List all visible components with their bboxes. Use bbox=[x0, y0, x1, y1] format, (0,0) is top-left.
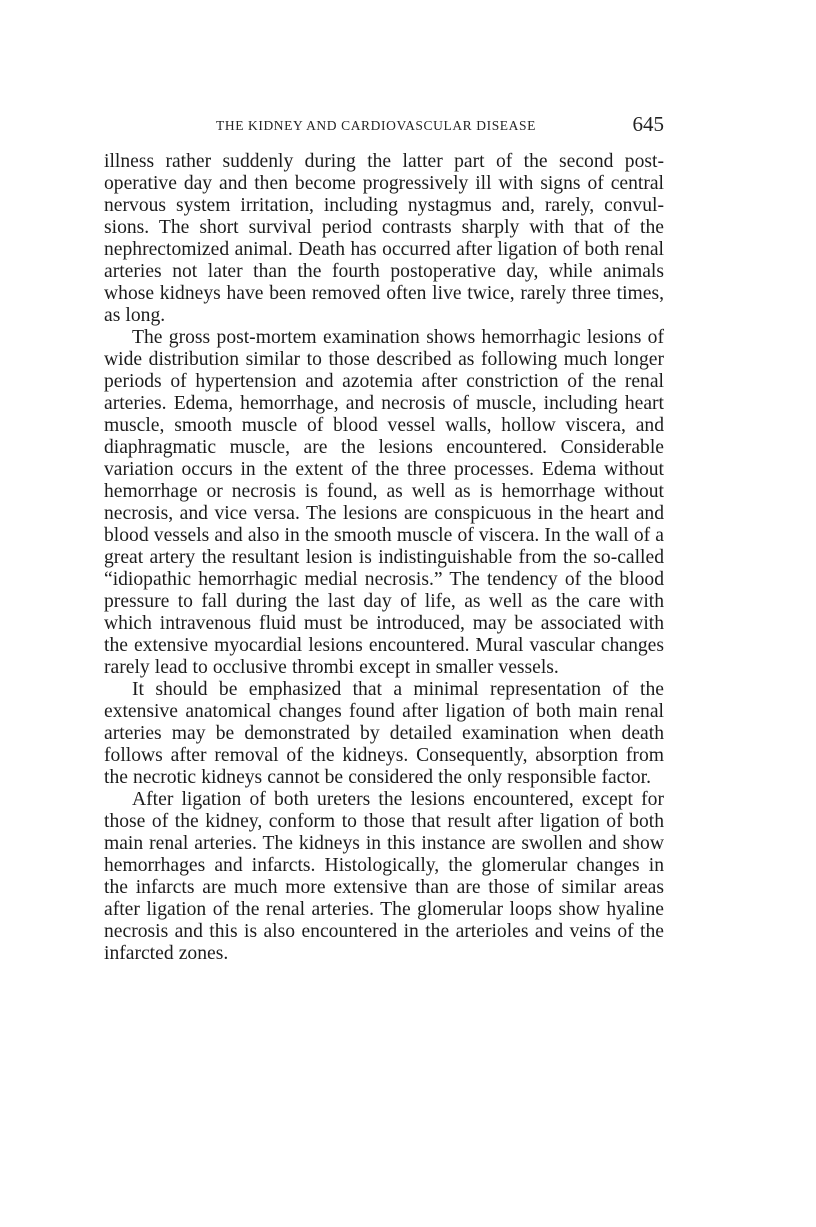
paragraph-ureters: After ligation of both ureters the lesions encountered, except for those of the kidney, conform to those that result after ligation of both main renal arteries. The kidneys in this instance are swollen and show hemorrhages and infarcts. Histologically, the glomerular changes in the infarcts are much more extensive than are those of similar areas after ligation of the renal arteries. The glomerular loops show hyaline necrosis and this is also encountered in the arterioles and veins of the infarcted zones. bbox=[104, 789, 664, 964]
running-head bbox=[104, 112, 668, 140]
body-text bbox=[104, 151, 664, 965]
paragraph-continued: illness rather suddenly during the latter part of the second postoperative day and then become progressively ill with signs of central nervous system irritation, including nystagmus and, rarely, convulsions. The short survival period contrasts sharply with that of the nephrectomized animal. Death has occurred after ligation of both renal arteries not later than the fourth postoperative day, while animals whose kidneys have been removed often live twice, rarely three times, as long. bbox=[104, 151, 664, 326]
page-number: 645 bbox=[632, 112, 664, 136]
paragraph-postmortem: The gross post-mortem examination shows hemorrhagic lesions of wide distribution similar to those described as following much longer periods of hypertension and azotemia after constriction of the renal arteries. Edema, hemorrhage, and necrosis of muscle, including heart muscle, smooth muscle of blood vessel walls, hollow viscera, and diaphragmatic muscle, are the lesions encountered. Considerable variation occurs in the extent of the three processes. Edema without hemorrhage or necrosis is found, as well as is hemorrhage without necrosis, and vice versa. The lesions are conspicuous in the heart and blood vessels and also in the smooth muscle of viscera. In the wall of a great artery the resultant lesion is indistinguishable from the so-called “idiopathic hemorrhagic medial necrosis.” The tendency of the blood pressure to fall during the last day of life, as well as the care with which intravenous fluid must be introduced, may be associated with the extensive myocardial lesions encountered. Mural vascular changes rarely lead to occlusive thrombi except in smaller vessels. bbox=[104, 327, 664, 678]
running-title: THE KIDNEY AND CARDIOVASCULAR DISEASE bbox=[216, 118, 536, 133]
paragraph-emphasis: It should be emphasized that a minimal representation of the extensive anatomical changes found after ligation of both main renal arteries may be demonstrated by detailed examination when death follows after removal of the kidneys. Consequently, absorption from the necrotic kidneys cannot be considered the only responsible factor. bbox=[104, 679, 664, 788]
